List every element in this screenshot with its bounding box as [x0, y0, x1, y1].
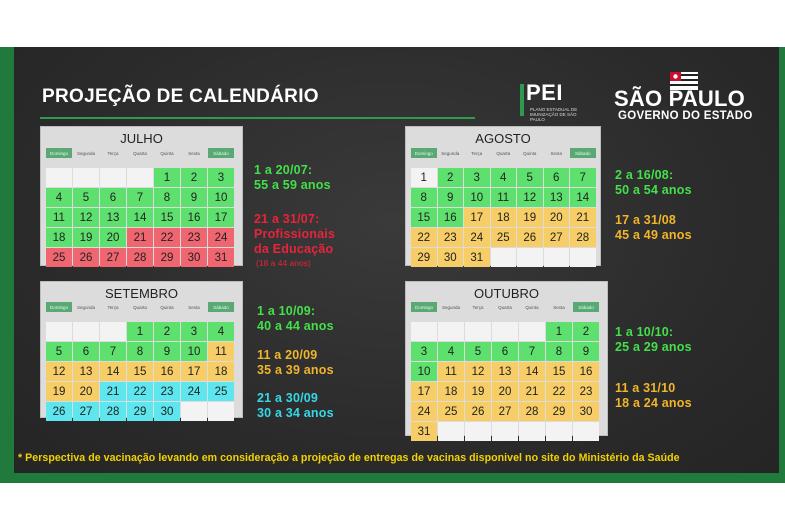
calendar-day: 7 [100, 342, 126, 361]
calendar-day: 27 [73, 402, 99, 421]
calendar-day: 13 [73, 362, 99, 381]
calendar-day: 28 [570, 228, 596, 247]
calendar-grid [46, 302, 234, 421]
calendar-day: 5 [73, 188, 99, 207]
calendar-day: 5 [517, 168, 543, 187]
pei-logo-subtitle: PLANO ESTADUAL DE IMUNIZAÇÃO DE SÃO PAULO [530, 107, 578, 122]
calendar-day: 11 [491, 188, 517, 207]
calendar-month-title: OUTUBRO [474, 286, 539, 301]
calendar-day: 19 [517, 208, 543, 227]
calendar-day: 7 [127, 188, 153, 207]
sao-paulo-logo-main: SÃO PAULO [614, 86, 745, 111]
title-underline [40, 117, 475, 119]
calendar-day: 30 [154, 402, 180, 421]
calendar-day: 13 [544, 188, 570, 207]
calendar-day: 21 [570, 208, 596, 227]
calendar-day: 20 [544, 208, 570, 227]
calendar-empty-cell [127, 168, 153, 187]
weekday-header: Quarta [133, 304, 147, 310]
calendar-day: 18 [491, 208, 517, 227]
calendar-day: 26 [46, 402, 72, 421]
note-period: 1 a 10/10: [615, 325, 674, 339]
calendar-day: 11 [208, 342, 234, 361]
calendar-day: 28 [100, 402, 126, 421]
calendar-day: 19 [465, 382, 491, 401]
weekday-header: Sábado [573, 302, 599, 312]
calendar-day: 14 [100, 362, 126, 381]
calendar-day: 20 [492, 382, 518, 401]
note-age-range: 30 a 34 anos [257, 406, 334, 420]
weekday-header: Sexta [188, 304, 200, 310]
calendar-day: 26 [465, 402, 491, 421]
calendar-day: 28 [519, 402, 545, 421]
calendar-day: 10 [464, 188, 490, 207]
weekday-header: Domingo [46, 302, 72, 312]
calendar-day: 25 [46, 248, 72, 267]
calendar-day: 11 [46, 208, 72, 227]
calendar-empty-cell [73, 322, 99, 341]
weekday-header: Domingo [411, 148, 437, 158]
calendar-empty-cell [438, 422, 464, 441]
calendar-day: 27 [492, 402, 518, 421]
calendar-setembro [40, 281, 243, 418]
calendar-empty-cell [517, 248, 543, 267]
calendar-day: 24 [181, 382, 207, 401]
calendar-day: 7 [519, 342, 545, 361]
note-julho-phase-1 [254, 163, 331, 193]
note-age-range: 25 a 29 anos [615, 340, 692, 354]
sao-paulo-logo [612, 72, 757, 124]
calendar-day: 20 [73, 382, 99, 401]
calendar-julho [40, 126, 243, 266]
footer-disclaimer: * Perspectiva de vacinação levando em consideração a projeção de entregas de vacinas disponivel no site do Ministério da Saúde [18, 452, 680, 464]
calendar-day: 24 [208, 228, 234, 247]
note-setembro-phase-2 [257, 348, 334, 378]
calendar-agosto [405, 126, 601, 266]
calendar-day: 29 [127, 402, 153, 421]
calendar-day: 30 [181, 248, 207, 267]
calendar-empty-cell [492, 422, 518, 441]
calendar-day: 30 [438, 248, 464, 267]
calendar-day: 4 [46, 188, 72, 207]
slide-title: PROJEÇÃO DE CALENDÁRIO [42, 86, 319, 107]
calendar-empty-cell [438, 322, 464, 341]
calendar-day: 27 [100, 248, 126, 267]
weekday-header: Sexta [553, 304, 565, 310]
calendar-empty-cell [208, 402, 234, 421]
calendar-empty-cell [546, 422, 572, 441]
calendar-day: 31 [411, 422, 437, 441]
calendar-day: 15 [546, 362, 572, 381]
calendar-day: 16 [573, 362, 599, 381]
calendar-day: 18 [438, 382, 464, 401]
weekday-header: Terça [472, 304, 484, 310]
calendar-day: 21 [127, 228, 153, 247]
note-period: 2 a 16/08: [615, 168, 674, 182]
weekday-header: Sábado [208, 148, 234, 158]
calendar-day: 22 [546, 382, 572, 401]
weekday-header: Segunda [441, 304, 461, 310]
note-age-range: 35 a 39 anos [257, 363, 334, 377]
calendar-empty-cell [519, 322, 545, 341]
calendar-day: 2 [573, 322, 599, 341]
calendar-day: 2 [181, 168, 207, 187]
calendar-day: 4 [438, 342, 464, 361]
calendar-day: 20 [100, 228, 126, 247]
calendar-grid [411, 302, 599, 441]
pei-logo-text: PEI [526, 80, 563, 105]
note-age-range: 40 a 44 anos [257, 319, 334, 333]
calendar-empty-cell [492, 322, 518, 341]
note-group: da Educação [254, 242, 334, 256]
calendar-month-title: JULHO [120, 131, 163, 146]
calendar-day: 6 [100, 188, 126, 207]
calendar-day: 17 [208, 208, 234, 227]
calendar-day: 5 [465, 342, 491, 361]
calendar-empty-cell [573, 422, 599, 441]
calendar-day: 22 [154, 228, 180, 247]
weekday-header: Sábado [208, 302, 234, 312]
note-age-range: 45 a 49 anos [615, 228, 692, 242]
calendar-day: 8 [127, 342, 153, 361]
note-julho-age-range: (18 a 44 anos) [256, 258, 311, 268]
weekday-header: Quinta [160, 150, 174, 156]
calendar-day: 21 [519, 382, 545, 401]
calendar-day: 23 [573, 382, 599, 401]
calendar-day: 3 [208, 168, 234, 187]
weekday-header: Quarta [496, 150, 511, 156]
calendar-day: 14 [570, 188, 596, 207]
calendar-day: 9 [154, 342, 180, 361]
calendar-day: 29 [411, 248, 437, 267]
weekday-header: Quarta [498, 304, 512, 310]
weekday-header: Domingo [46, 148, 72, 158]
calendar-day: 1 [154, 168, 180, 187]
calendar-day: 5 [46, 342, 72, 361]
note-period: 1 a 20/07: [254, 163, 313, 177]
calendar-day: 31 [208, 248, 234, 267]
calendar-empty-cell [181, 402, 207, 421]
calendar-day: 13 [492, 362, 518, 381]
note-period: 11 a 31/10 [615, 381, 676, 395]
calendar-day: 2 [438, 168, 464, 187]
calendar-empty-cell [411, 322, 437, 341]
calendar-day: 21 [100, 382, 126, 401]
calendar-empty-cell [491, 248, 517, 267]
weekday-header: Terça [107, 304, 119, 310]
calendar-day: 26 [517, 228, 543, 247]
calendar-day: 1 [546, 322, 572, 341]
calendar-day: 30 [573, 402, 599, 421]
calendar-day: 3 [411, 342, 437, 361]
calendar-day: 31 [464, 248, 490, 267]
calendar-day: 29 [546, 402, 572, 421]
note-age-range: 50 a 54 anos [615, 183, 692, 197]
calendar-day: 14 [519, 362, 545, 381]
calendar-day: 17 [181, 362, 207, 381]
calendar-day: 25 [438, 402, 464, 421]
calendar-day: 8 [546, 342, 572, 361]
calendar-grid [46, 148, 234, 267]
calendar-day: 11 [438, 362, 464, 381]
calendar-day: 9 [573, 342, 599, 361]
calendar-day: 16 [438, 208, 464, 227]
pei-logo-bar [520, 84, 524, 116]
calendar-day: 4 [208, 322, 234, 341]
calendar-day: 17 [411, 382, 437, 401]
note-group: Profissionais [254, 227, 336, 241]
note-period: 21 a 31/07: [254, 212, 320, 226]
calendar-day: 4 [491, 168, 517, 187]
calendar-month-title: SETEMBRO [105, 286, 178, 301]
calendar-empty-cell [100, 168, 126, 187]
weekday-header: Segunda [441, 150, 460, 156]
calendar-outubro [405, 281, 608, 436]
note-outubro-phase-2 [615, 381, 692, 411]
calendar-day: 25 [491, 228, 517, 247]
calendar-day: 8 [411, 188, 437, 207]
calendar-day: 27 [544, 228, 570, 247]
note-agosto-phase-1 [615, 168, 692, 198]
note-agosto-phase-2 [615, 213, 692, 243]
calendar-day: 22 [127, 382, 153, 401]
calendar-day: 19 [46, 382, 72, 401]
weekday-header: Sábado [570, 148, 596, 158]
weekday-header: Quinta [525, 304, 539, 310]
calendar-day: 12 [465, 362, 491, 381]
calendar-empty-cell [73, 168, 99, 187]
calendar-empty-cell [46, 168, 72, 187]
calendar-day: 7 [570, 168, 596, 187]
weekday-header: Terça [107, 150, 119, 156]
calendar-day: 15 [154, 208, 180, 227]
note-period: 17 a 31/08 [615, 213, 677, 227]
calendar-day: 9 [181, 188, 207, 207]
calendar-day: 9 [438, 188, 464, 207]
weekday-header: Terça [471, 150, 483, 156]
calendar-day: 12 [73, 208, 99, 227]
sao-paulo-logo-sub: GOVERNO DO ESTADO [618, 110, 753, 122]
calendar-day: 19 [73, 228, 99, 247]
note-age-range: 55 a 59 anos [254, 178, 331, 192]
calendar-day: 25 [208, 382, 234, 401]
weekday-header: Quinta [523, 150, 537, 156]
calendar-empty-cell [465, 322, 491, 341]
calendar-day: 24 [464, 228, 490, 247]
calendar-empty-cell [100, 322, 126, 341]
calendar-day: 12 [46, 362, 72, 381]
calendar-day: 13 [100, 208, 126, 227]
calendar-day: 3 [464, 168, 490, 187]
calendar-day: 10 [181, 342, 207, 361]
note-outubro-phase-1 [615, 325, 692, 355]
bottom-accent-band [0, 473, 785, 483]
calendar-day: 17 [464, 208, 490, 227]
calendar-day: 2 [154, 322, 180, 341]
calendar-day: 1 [411, 168, 437, 187]
calendar-day: 8 [154, 188, 180, 207]
calendar-day: 14 [127, 208, 153, 227]
calendar-day: 24 [411, 402, 437, 421]
left-accent-band [0, 47, 14, 483]
calendar-day: 29 [154, 248, 180, 267]
weekday-header: Segunda [76, 150, 96, 156]
weekday-header: Sexta [550, 150, 562, 156]
right-accent-band [779, 47, 785, 483]
calendar-day: 6 [492, 342, 518, 361]
calendar-grid [411, 148, 596, 267]
calendar-day: 23 [181, 228, 207, 247]
note-setembro-phase-3 [257, 391, 334, 421]
calendar-day: 6 [73, 342, 99, 361]
weekday-header: Quinta [160, 304, 174, 310]
calendar-empty-cell [570, 248, 596, 267]
weekday-header: Segunda [76, 304, 96, 310]
calendar-empty-cell [46, 322, 72, 341]
pei-logo [520, 80, 578, 124]
calendar-day: 15 [127, 362, 153, 381]
note-period: 21 a 30/09 [257, 391, 319, 405]
note-period: 11 a 20/09 [257, 348, 318, 362]
note-setembro-phase-1 [257, 304, 334, 334]
calendar-day: 22 [411, 228, 437, 247]
calendar-day: 23 [438, 228, 464, 247]
weekday-header: Domingo [411, 302, 437, 312]
calendar-empty-cell [465, 422, 491, 441]
weekday-header: Sexta [188, 150, 200, 156]
note-julho-phase-2 [254, 212, 335, 257]
calendar-day: 26 [73, 248, 99, 267]
calendar-day: 28 [127, 248, 153, 267]
calendar-day: 23 [154, 382, 180, 401]
calendar-day: 15 [411, 208, 437, 227]
calendar-empty-cell [519, 422, 545, 441]
calendar-day: 10 [411, 362, 437, 381]
note-period: 1 a 10/09: [257, 304, 316, 318]
calendar-day: 12 [517, 188, 543, 207]
calendar-day: 16 [181, 208, 207, 227]
calendar-day: 16 [154, 362, 180, 381]
calendar-day: 18 [208, 362, 234, 381]
calendar-day: 10 [208, 188, 234, 207]
note-age-range: 18 a 24 anos [615, 396, 692, 410]
calendar-month-title: AGOSTO [475, 131, 531, 146]
calendar-day: 18 [46, 228, 72, 247]
calendar-empty-cell [544, 248, 570, 267]
calendar-day: 6 [544, 168, 570, 187]
calendar-day: 3 [181, 322, 207, 341]
weekday-header: Quarta [133, 150, 147, 156]
calendar-day: 1 [127, 322, 153, 341]
